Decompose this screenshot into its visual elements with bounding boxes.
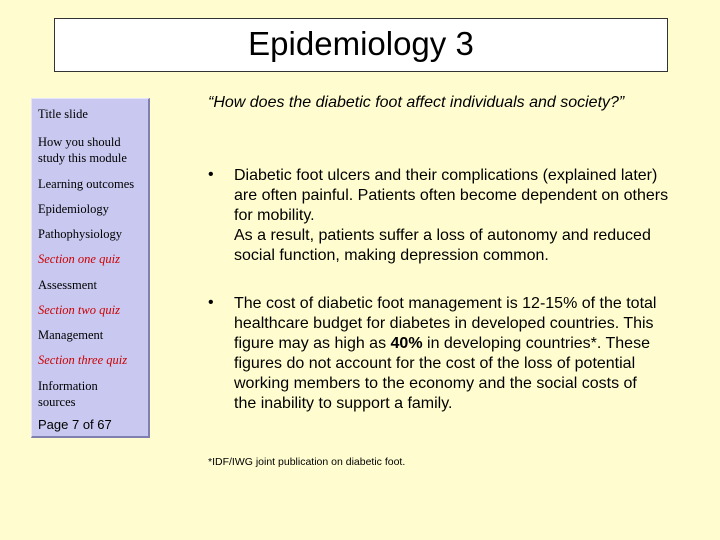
nav-item-learning-outcomes[interactable]: Learning outcomes — [38, 177, 135, 191]
bullet-1-paragraph-2: As a result, patients suffer a loss of autonomy and reduced social function, making depression common. — [234, 227, 651, 264]
nav-item-assessment[interactable]: Assessment — [38, 278, 98, 292]
nav-item-study-module[interactable]: How you should study this module — [38, 135, 127, 165]
slide-question: “How does the diabetic foot affect individuals and society?” — [208, 94, 625, 111]
nav-item-title-slide[interactable]: Title slide — [38, 107, 88, 121]
bullet-2-highlight: 40% — [390, 335, 423, 352]
nav-item-pathophysiology[interactable]: Pathophysiology — [38, 227, 123, 241]
slide-title: Epidemiology 3 — [248, 25, 474, 62]
bullet-1 — [234, 166, 674, 266]
bullet-1-paragraph-1: Diabetic foot ulcers and their complications (explained later) are often painful. Patients often become dependent on others for mobility. — [234, 167, 669, 224]
nav-item-section-two-quiz[interactable]: Section two quiz — [38, 303, 120, 317]
sidebar-nav — [31, 98, 150, 438]
nav-item-information-sources[interactable]: Information sources — [38, 379, 98, 409]
bullet-marker: • — [208, 294, 214, 311]
nav-item-section-one-quiz[interactable]: Section one quiz — [38, 252, 120, 266]
bullet-marker: • — [208, 166, 214, 183]
nav-item-epidemiology[interactable]: Epidemiology — [38, 202, 109, 216]
page-counter: Page 7 of 67 — [38, 417, 112, 432]
bullet-2 — [234, 294, 662, 414]
slide-title-box — [54, 18, 668, 72]
nav-item-section-three-quiz[interactable]: Section three quiz — [38, 353, 128, 367]
bullet-2-text-end: in developing countries*. These figures do not account for the cost of the loss of potential working members to the economy and the social costs of the inability to support a family. — [234, 335, 650, 412]
nav-item-management[interactable]: Management — [38, 328, 104, 342]
footnote: *IDF/IWG joint publication on diabetic foot. — [208, 456, 406, 468]
bullet-2-text-start: The cost of diabetic foot management is 12-15% of the total healthcare budget for diabetes in developed countries. This figure may as high as — [234, 295, 657, 352]
